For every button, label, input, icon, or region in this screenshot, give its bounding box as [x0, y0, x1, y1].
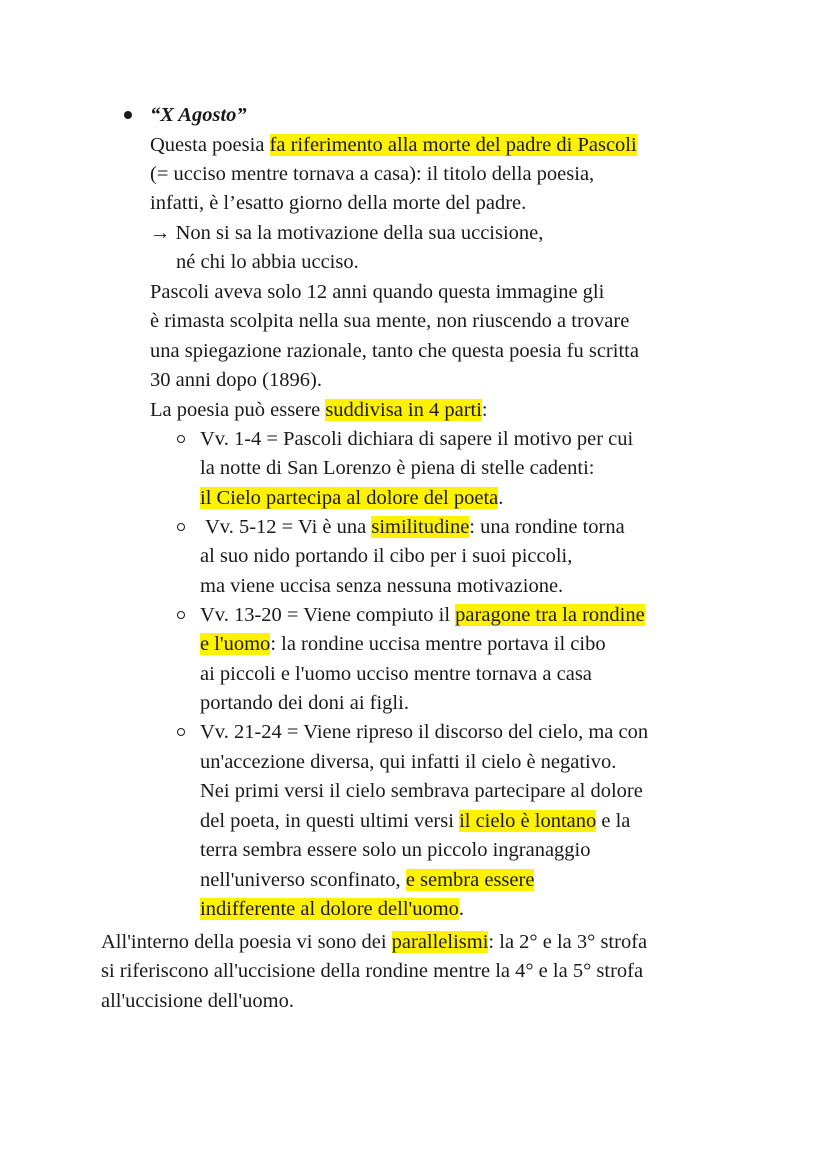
- part3-line-1: Vv. 13-20 = Viene compiuto il paragone tra la rondine: [200, 604, 645, 626]
- part1-line-3: il Cielo partecipa al dolore del poeta.: [200, 487, 504, 509]
- highlight-four-parts: suddivisa in 4 parti: [325, 399, 482, 421]
- intro-line-9: 30 anni dopo (1896).: [150, 369, 322, 391]
- highlight-sky-far: il cielo è lontano: [459, 810, 597, 832]
- part4-line-5: terra sembra essere solo un piccolo ingranaggio: [200, 839, 591, 861]
- intro-line-5: né chi lo abbia ucciso.: [176, 251, 359, 273]
- part4-line-1: Vv. 21-24 = Viene ripreso il discorso del cielo, ma con: [200, 721, 649, 743]
- part4-line-6: nell'universo sconfinato, e sembra essere: [200, 869, 535, 891]
- highlight-parallelismi: parallelismi: [391, 931, 489, 953]
- part3-line-4: portando dei doni ai figli.: [200, 692, 409, 714]
- poem-title: “X Agosto”: [150, 104, 247, 126]
- highlight-sky-participates: il Cielo partecipa al dolore del poeta: [200, 487, 499, 509]
- part2-line-1: Vv. 5-12 = Vi è una similitudine: una rondine torna: [205, 516, 625, 538]
- intro-line-2: (= ucciso mentre tornava a casa): il titolo della poesia,: [150, 163, 595, 185]
- intro-line-3: infatti, è l’esatto giorno della morte del padre.: [150, 192, 527, 214]
- part3-line-3: ai piccoli e l'uomo ucciso mentre tornava a casa: [200, 663, 592, 685]
- highlight-seems: e sembra essere: [405, 869, 535, 891]
- part4-line-7: indifferente al dolore dell'uomo.: [200, 898, 465, 920]
- intro-line-6: Pascoli aveva solo 12 anni quando questa immagine gli: [150, 281, 605, 303]
- sub-bullet-3: [177, 611, 185, 619]
- intro-line-8: una spiegazione razionale, tanto che questa poesia fu scritta: [150, 340, 639, 362]
- part2-line-2: al suo nido portando il cibo per i suoi piccoli,: [200, 545, 573, 567]
- highlight-paragone: paragone tra la rondine: [455, 604, 645, 626]
- highlight-similitudine: similitudine: [371, 516, 470, 538]
- part4-line-2: un'accezione diversa, qui infatti il cielo è negativo.: [200, 751, 617, 773]
- intro-line-10: La poesia può essere suddivisa in 4 parti:: [150, 399, 488, 421]
- sub-bullet-4: [177, 728, 185, 736]
- conclusion-line-2: si riferiscono all'uccisione della rondine mentre la 4° e la 5° strofa: [101, 960, 644, 982]
- sub-bullet-1: [177, 435, 185, 443]
- part1-line-1: Vv. 1-4 = Pascoli dichiara di sapere il motivo per cui: [200, 428, 634, 450]
- bullet-dot: [124, 111, 132, 119]
- part2-line-3: ma viene uccisa senza nessuna motivazione.: [200, 575, 564, 597]
- highlight-father-death: fa riferimento alla morte del padre di Pascoli: [269, 134, 637, 156]
- part1-line-2: la notte di San Lorenzo è piena di stelle cadenti:: [200, 457, 595, 479]
- part3-line-2: e l'uomo: la rondine uccisa mentre portava il cibo: [200, 633, 606, 655]
- highlight-indifferent: indifferente al dolore dell'uomo: [200, 898, 459, 920]
- intro-line-7: è rimasta scolpita nella sua mente, non riuscendo a trovare: [150, 310, 630, 332]
- part4-line-4: del poeta, in questi ultimi versi il cielo è lontano e la: [200, 810, 631, 832]
- part4-line-3: Nei primi versi il cielo sembrava partecipare al dolore: [200, 780, 643, 802]
- conclusion-line-1: All'interno della poesia vi sono dei parallelismi: la 2° e la 3° strofa: [101, 931, 648, 953]
- intro-line-1: Questa poesia fa riferimento alla morte del padre di Pascoli: [150, 134, 637, 156]
- intro-line-4: → Non si sa la motivazione della sua uccisione,: [150, 222, 544, 244]
- highlight-uomo: e l'uomo: [200, 633, 271, 655]
- conclusion-line-3: all'uccisione dell'uomo.: [101, 990, 294, 1012]
- sub-bullet-2: [177, 523, 185, 531]
